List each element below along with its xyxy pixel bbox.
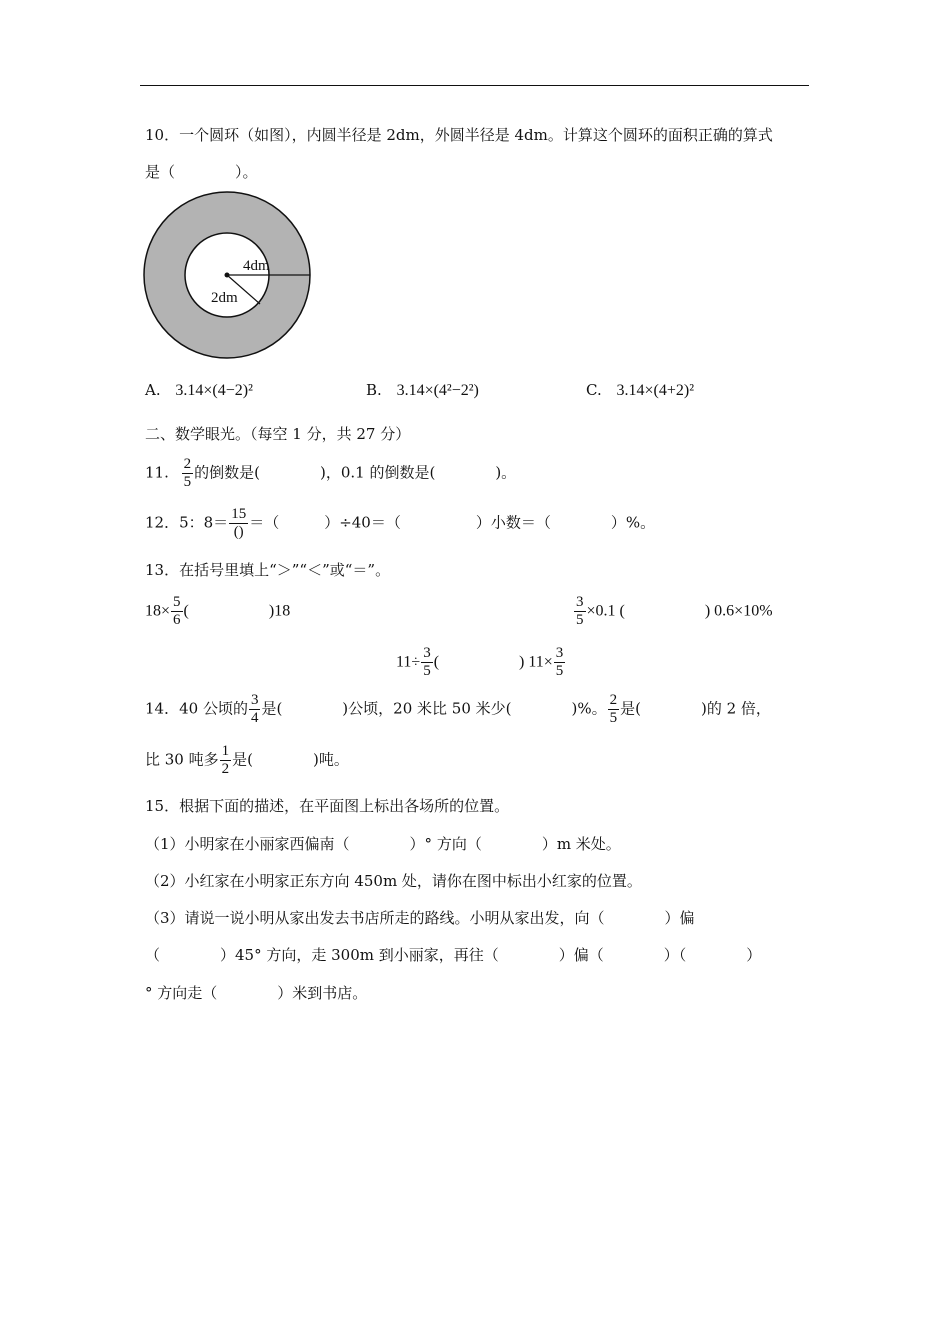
q14-f3-den: 2 xyxy=(221,761,230,777)
section2-heading: 二、数学眼光。（每空 1 分，共 27 分） xyxy=(145,425,411,443)
q14-line2 xyxy=(145,743,349,778)
inner-radius-label: 2dm xyxy=(211,290,238,306)
q11-number: 11. xyxy=(145,463,169,482)
q13-title: 13．在括号里填上“＞”“＜”或“＝”。 xyxy=(145,561,391,579)
q11 xyxy=(145,456,516,491)
q12 xyxy=(145,506,655,541)
q11-fraction xyxy=(182,456,194,491)
q13-c-den2: 5 xyxy=(555,663,564,679)
q15-sub3-line2: （ ）45° 方向，走 300m 到小丽家，再往（ ）偏（ ）（ ） xyxy=(145,946,762,964)
q13-a-post: ( )18 xyxy=(183,602,291,620)
option-c-expr: 3.14×(4+2)² xyxy=(616,382,694,399)
q14-line1 xyxy=(145,692,771,727)
q14-mid: 是( )公顷，20 米比 50 米少( )%。 xyxy=(261,699,607,718)
q14-line2-pre: 比 30 吨多 xyxy=(145,750,219,769)
q14-f3-num: 1 xyxy=(221,743,230,759)
q12-frac-num: 15 xyxy=(231,506,247,522)
q11-frac-den: 5 xyxy=(183,474,192,490)
q12-frac-den: () xyxy=(229,523,248,541)
q11-frac-num: 2 xyxy=(183,456,192,472)
outer-radius-label: 4dm xyxy=(243,258,270,274)
q14-line2-post: 是( )吨。 xyxy=(232,750,349,769)
option-a xyxy=(145,380,253,401)
q13-c-fraction1 xyxy=(421,645,433,680)
q10-line1: 10．一个圆环（如图），内圆半径是 2dm，外圆半径是 4dm。计算这个圆环的面积正确的算式 xyxy=(145,126,773,144)
option-c-label: C. xyxy=(586,381,602,399)
q15-sub2: （2）小红家在小明家正东方向 450m 处，请你在图中标出小红家的位置。 xyxy=(145,872,642,890)
q13-item-a xyxy=(145,594,290,629)
q14-f2-num: 2 xyxy=(609,692,618,708)
annulus-figure xyxy=(143,190,315,362)
q15-sub3-line1: （3）请说一说小明从家出发去书店所走的路线。小明从家出发，向（ ）偏 xyxy=(145,909,695,927)
option-a-label: A. xyxy=(145,381,161,399)
option-b xyxy=(366,380,479,401)
q13-c-num2: 3 xyxy=(555,645,564,661)
q13-b-post: ×0.1 ( ) 0.6×10% xyxy=(586,602,773,620)
q13-a-den: 6 xyxy=(173,612,181,628)
q12-fraction xyxy=(229,506,248,541)
q13-c-num: 3 xyxy=(423,645,431,661)
q14-fraction2 xyxy=(608,692,620,727)
q13-c-pre: 11÷ xyxy=(396,653,421,671)
option-b-label: B. xyxy=(366,381,382,399)
q10-line2: 是（ ）。 xyxy=(145,163,258,181)
q13-b-den: 5 xyxy=(576,612,584,628)
q14-f1-den: 4 xyxy=(250,710,259,726)
q14-fraction1 xyxy=(249,692,261,727)
q13-item-c xyxy=(396,645,566,680)
option-b-expr: 3.14×(4²−2²) xyxy=(396,382,479,399)
q15-sub3-line3: ° 方向走（ ）米到书店。 xyxy=(145,984,368,1002)
header-rule xyxy=(140,85,809,86)
q14-f2-den: 5 xyxy=(609,710,618,726)
q13-c-den: 5 xyxy=(423,663,431,679)
q14-post: 是( )的 2 倍， xyxy=(620,699,771,718)
q13-b-num: 3 xyxy=(576,594,584,610)
q12-prefix: 12．5：8＝ xyxy=(145,513,229,532)
q11-text: 的倒数是( )，0.1 的倒数是( )。 xyxy=(194,463,517,482)
q13-item-b xyxy=(573,594,773,629)
option-a-expr: 3.14×(4−2)² xyxy=(175,382,253,399)
q13-a-num: 5 xyxy=(173,594,181,610)
q13-c-mid: ( ) 11× xyxy=(433,653,553,671)
q13-a-fraction xyxy=(171,594,183,629)
q14-pre: 14．40 公顷的 xyxy=(145,699,248,718)
q14-fraction3 xyxy=(220,743,232,778)
q15-title: 15．根据下面的描述，在平面图上标出各场所的位置。 xyxy=(145,797,510,815)
q15-sub1: （1）小明家在小丽家西偏南（ ）° 方向（ ）m 米处。 xyxy=(145,835,621,853)
q13-b-fraction xyxy=(574,594,586,629)
q13-a-pre: 18× xyxy=(145,602,171,620)
q12-text: ＝（ ）÷40＝（ ）小数＝（ ）%。 xyxy=(249,513,656,532)
q13-c-fraction2 xyxy=(554,645,566,680)
q14-f1-num: 3 xyxy=(250,692,259,708)
option-c xyxy=(586,380,694,401)
